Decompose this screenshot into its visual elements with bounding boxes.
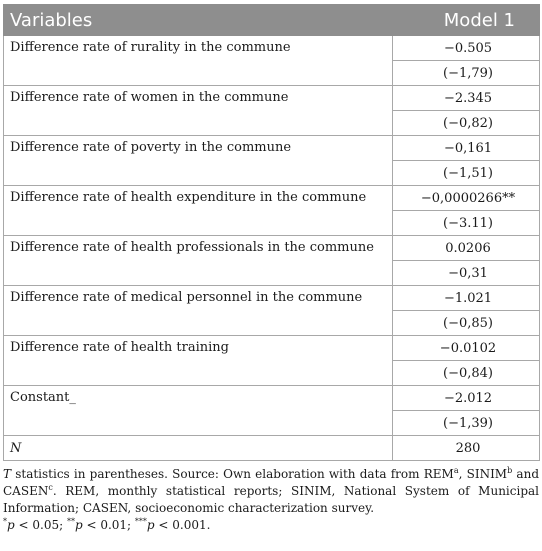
t-statistic-value: (−1,51) — [393, 161, 540, 186]
table-row — [4, 286, 540, 311]
footnote-t: T — [3, 467, 12, 481]
table-row — [4, 186, 540, 211]
coefficient-value: −2.012 — [393, 386, 540, 411]
table-row — [4, 236, 540, 261]
header-variables: Variables — [4, 5, 393, 36]
n-label: N — [4, 436, 393, 461]
sig-text-1: < 0.05; — [14, 518, 67, 532]
sig-text-2: < 0.01; — [82, 518, 135, 532]
table-row — [4, 36, 540, 61]
table-header-row — [4, 5, 540, 36]
coefficient-value: −0,161 — [393, 136, 540, 161]
t-statistic-value: (−1,39) — [393, 411, 540, 436]
coefficient-value: −0,0000266** — [393, 186, 540, 211]
variable-label: Difference rate of health expenditure in the commune — [4, 186, 393, 236]
t-statistic-value: (−3.11) — [393, 211, 540, 236]
footnote-text-a: statistics in parentheses. Source: Own elaboration with data from REM — [11, 467, 454, 481]
footnote-text-c: and CASEN — [3, 467, 539, 498]
sig-p-2: p — [74, 518, 83, 532]
variable-label: Constant_ — [4, 386, 393, 436]
footnote-sup-b: b — [507, 466, 513, 475]
t-statistic-value: −0,31 — [393, 261, 540, 286]
regression-table-container — [3, 4, 539, 461]
table-footnote — [3, 466, 539, 534]
sig-p-1: p — [7, 518, 15, 532]
t-statistic-value: (−0,82) — [393, 111, 540, 136]
t-statistic-value: (−0,85) — [393, 311, 540, 336]
coefficient-value: −0.0102 — [393, 336, 540, 361]
table-row — [4, 336, 540, 361]
sig-p-3: p — [146, 518, 155, 532]
footnote-text-b: , SINIM — [458, 467, 508, 481]
coefficient-value: −0.505 — [393, 36, 540, 61]
table-row-n — [4, 436, 540, 461]
variable-label: Difference rate of rurality in the commune — [4, 36, 393, 86]
sig-star-1: * — [3, 517, 7, 526]
t-statistic-value: (−0,84) — [393, 361, 540, 386]
t-statistic-value: (−1,79) — [393, 61, 540, 86]
table-row — [4, 136, 540, 161]
variable-label: Difference rate of women in the commune — [4, 86, 393, 136]
table-row — [4, 386, 540, 411]
variable-label: Difference rate of health professionals in the commune — [4, 236, 393, 286]
footnote-text-d: . REM, monthly statistical reports; SINIM, National System of Municipal Information; CASEN, socioeconomic characterization survey. — [3, 484, 539, 515]
sig-star-2: ** — [66, 517, 75, 526]
variable-label: Difference rate of poverty in the commune — [4, 136, 393, 186]
header-model: Model 1 — [393, 5, 540, 36]
footnote-source — [3, 466, 539, 517]
variable-label: Difference rate of medical personnel in the commune — [4, 286, 393, 336]
sig-text-3: < 0.001. — [154, 518, 211, 532]
coefficient-value: −2.345 — [393, 86, 540, 111]
footnote-significance — [3, 517, 539, 534]
variable-label: Difference rate of health training — [4, 336, 393, 386]
sig-star-3: *** — [134, 517, 147, 526]
footnote-sup-c: c — [48, 483, 53, 492]
footnote-sup-a: a — [453, 466, 459, 475]
regression-table — [3, 4, 540, 461]
coefficient-value: 0.0206 — [393, 236, 540, 261]
coefficient-value: −1.021 — [393, 286, 540, 311]
table-row — [4, 86, 540, 111]
n-value: 280 — [393, 436, 540, 461]
